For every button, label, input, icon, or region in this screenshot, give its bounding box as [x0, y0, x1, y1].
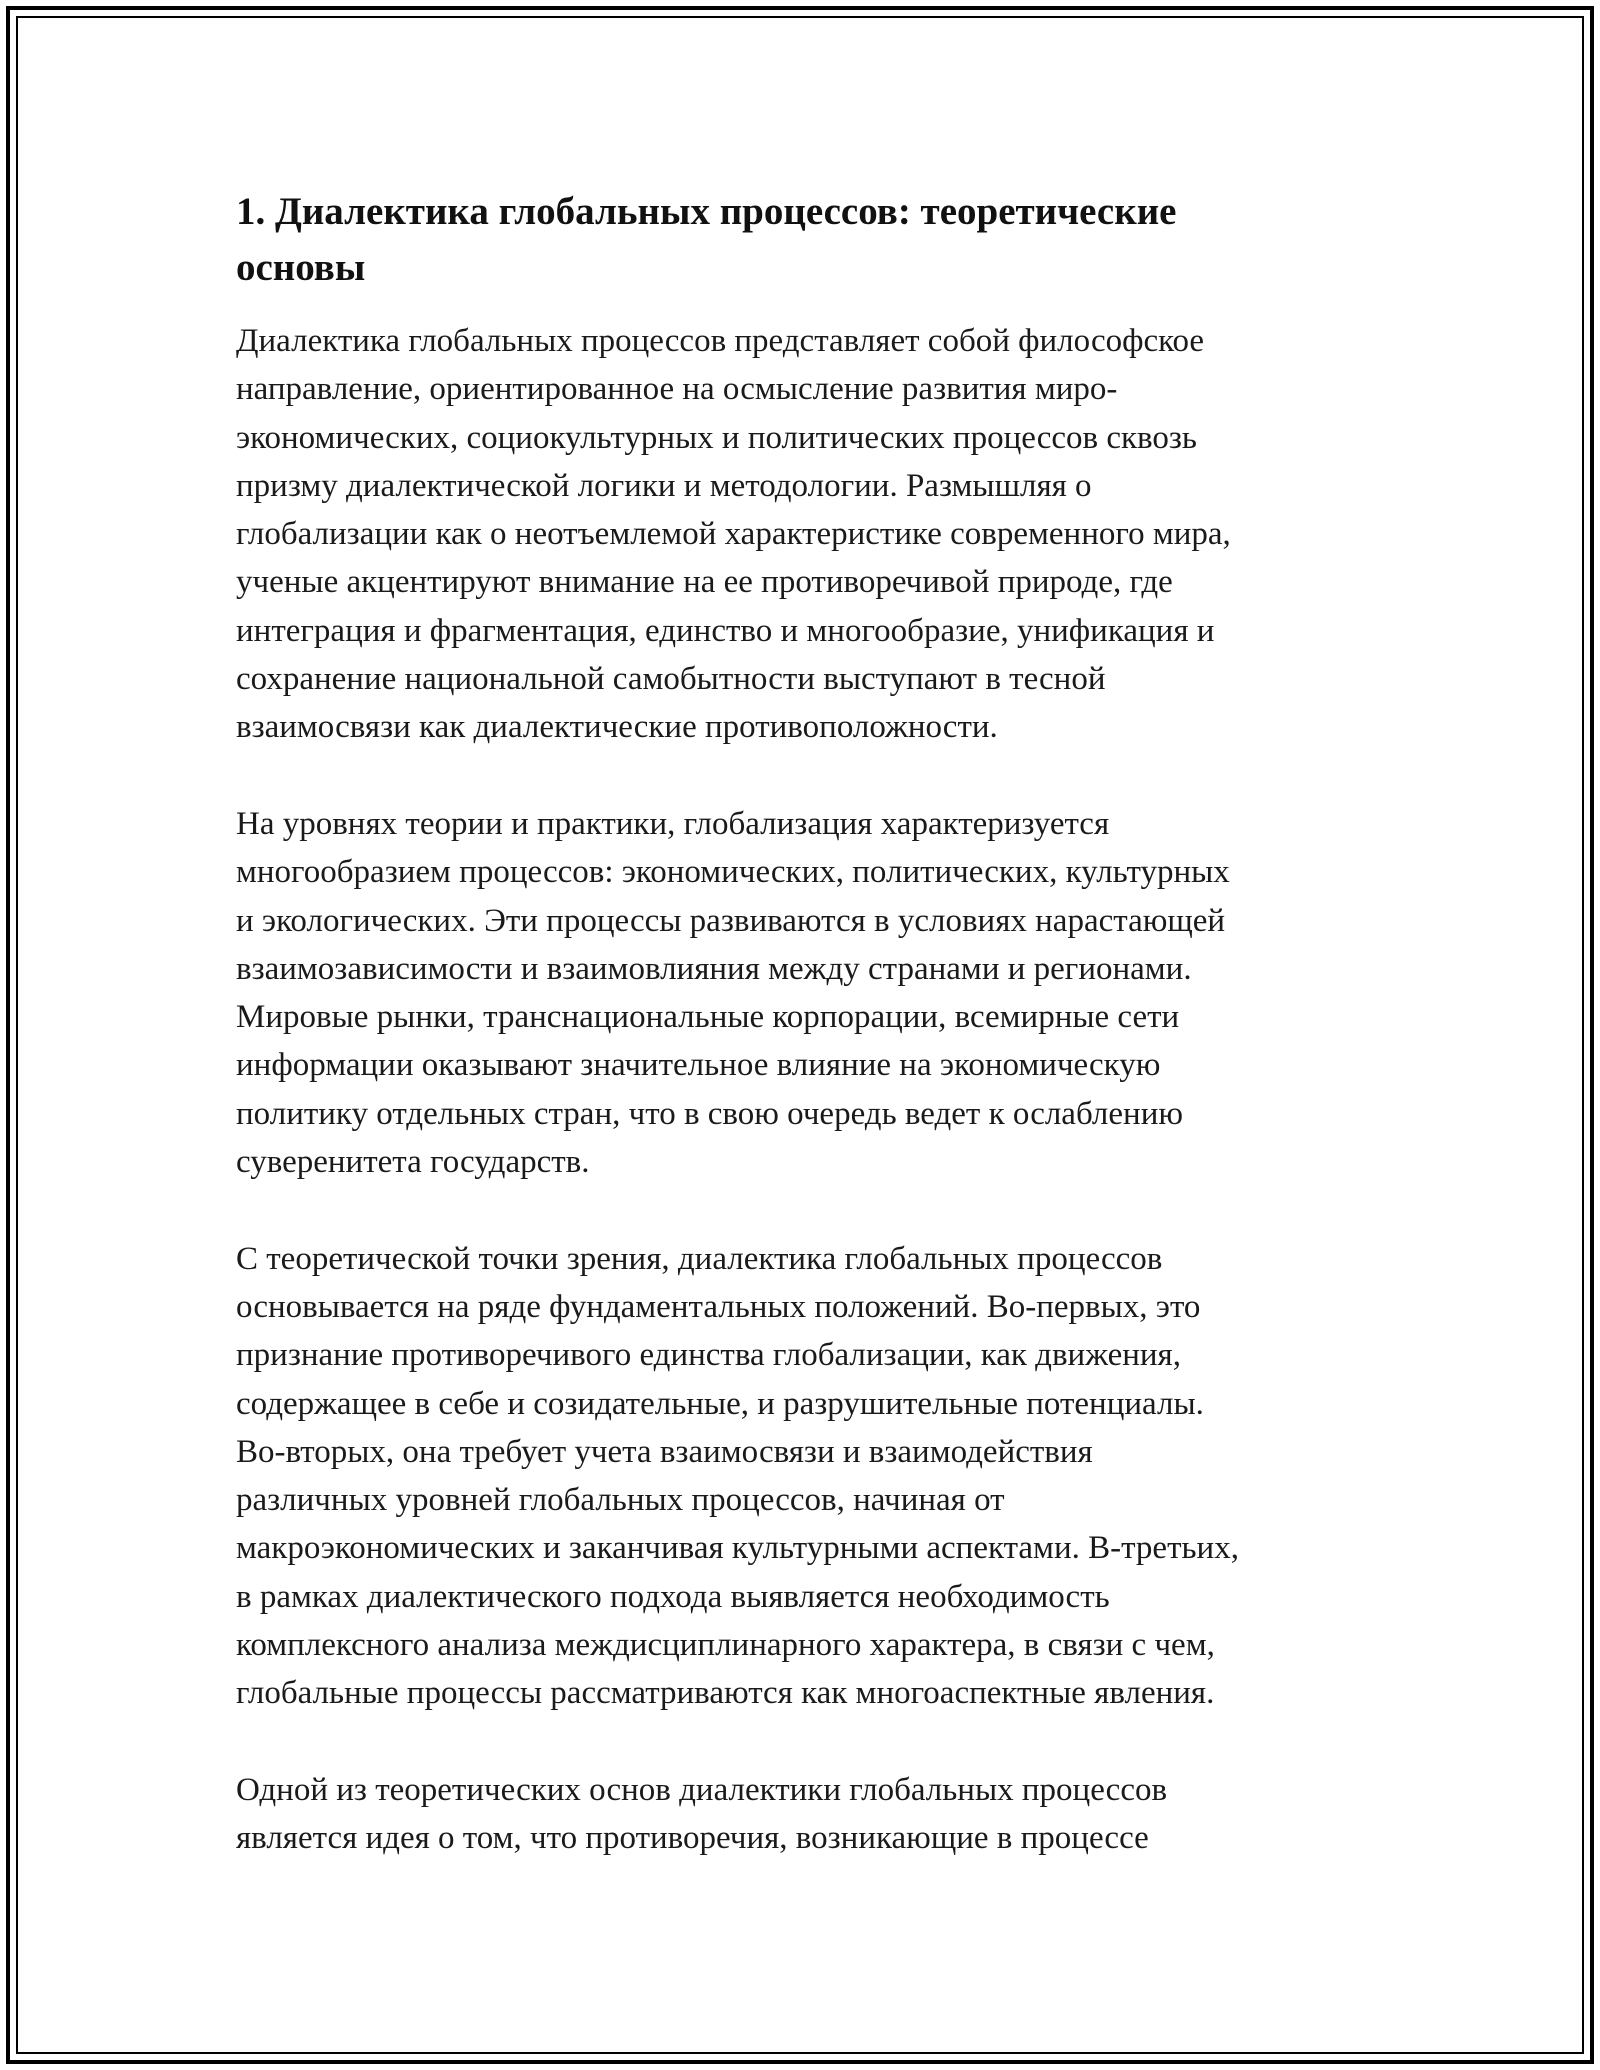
- paragraph-4: [236, 1766, 1366, 1863]
- text-line: экономических, социокультурных и политических процессов сквозь: [236, 419, 1197, 456]
- text-line: С теоретической точки зрения, диалектика глобальных процессов: [236, 1240, 1163, 1277]
- text-line: информации оказывают значительное влияние на экономическую: [236, 1047, 1161, 1084]
- text-line: глобализации как о неотъемлемой характеристике современного мира,: [236, 516, 1231, 553]
- paragraph-3: [236, 1235, 1366, 1718]
- text-line: и экологических. Эти процессы развиваются в условиях нарастающей: [236, 902, 1226, 939]
- section-heading: [236, 184, 1366, 296]
- document-body: [236, 184, 1366, 1911]
- text-line: взаимосвязи как диалектические противоположности.: [236, 709, 998, 746]
- text-line: комплексного анализа междисциплинарного характера, в связи с чем,: [236, 1627, 1215, 1664]
- text-line: Во-вторых, она требует учета взаимосвязи и взаимодействия: [236, 1433, 1093, 1470]
- text-line: Мировые рынки, транснациональные корпорации, всемирные сети: [236, 999, 1180, 1036]
- text-line: многообразием процессов: экономических, политических, культурных: [236, 854, 1230, 891]
- text-line: в рамках диалектического подхода выявляется необходимость: [236, 1578, 1110, 1615]
- text-line: является идея о том, что противоречия, возникающие в процессе: [236, 1820, 1149, 1857]
- text-line: суверенитета государств.: [236, 1144, 590, 1181]
- text-line: направление, ориентированное на осмысление развития миро-: [236, 371, 1118, 408]
- text-line: Одной из теоретических основ диалектики глобальных процессов: [236, 1771, 1168, 1808]
- text-line: макроэкономических и заканчивая культурными аспектами. В-третьих,: [236, 1530, 1239, 1567]
- heading-line: 1. Диалектика глобальных процессов: теоретические: [236, 190, 1177, 233]
- text-line: основывается на ряде фундаментальных положений. Во-первых, это: [236, 1288, 1201, 1325]
- text-line: Диалектика глобальных процессов представляет собой философское: [236, 323, 1205, 359]
- text-line: содержащее в себе и созидательные, и разрушительные потенциалы.: [236, 1385, 1204, 1422]
- text-line: сохранение национальной самобытности выступают в тесной: [236, 661, 1106, 698]
- text-line: взаимозависимости и взаимовлияния между странами и регионами.: [236, 950, 1192, 987]
- text-line: глобальные процессы рассматриваются как многоаспектные явления.: [236, 1675, 1215, 1712]
- text-line: призму диалектической логики и методологии. Размышляя о: [236, 467, 1092, 504]
- paragraph-2: [236, 800, 1366, 1186]
- text-line: политику отдельных стран, что в свою очередь ведет к ослаблению: [236, 1095, 1184, 1132]
- text-line: различных уровней глобальных процессов, начиная от: [236, 1482, 1005, 1519]
- text-line: ученые акцентируют внимание на ее противоречивой природе, где: [236, 564, 1173, 601]
- paragraph-1: [236, 317, 1366, 752]
- text-line: На уровнях теории и практики, глобализация характеризуется: [236, 805, 1110, 842]
- heading-line: основы: [236, 246, 366, 289]
- text-line: интеграция и фрагментация, единство и многообразие, унификация и: [236, 612, 1215, 649]
- text-line: признание противоречивого единства глобализации, как движения,: [236, 1337, 1181, 1374]
